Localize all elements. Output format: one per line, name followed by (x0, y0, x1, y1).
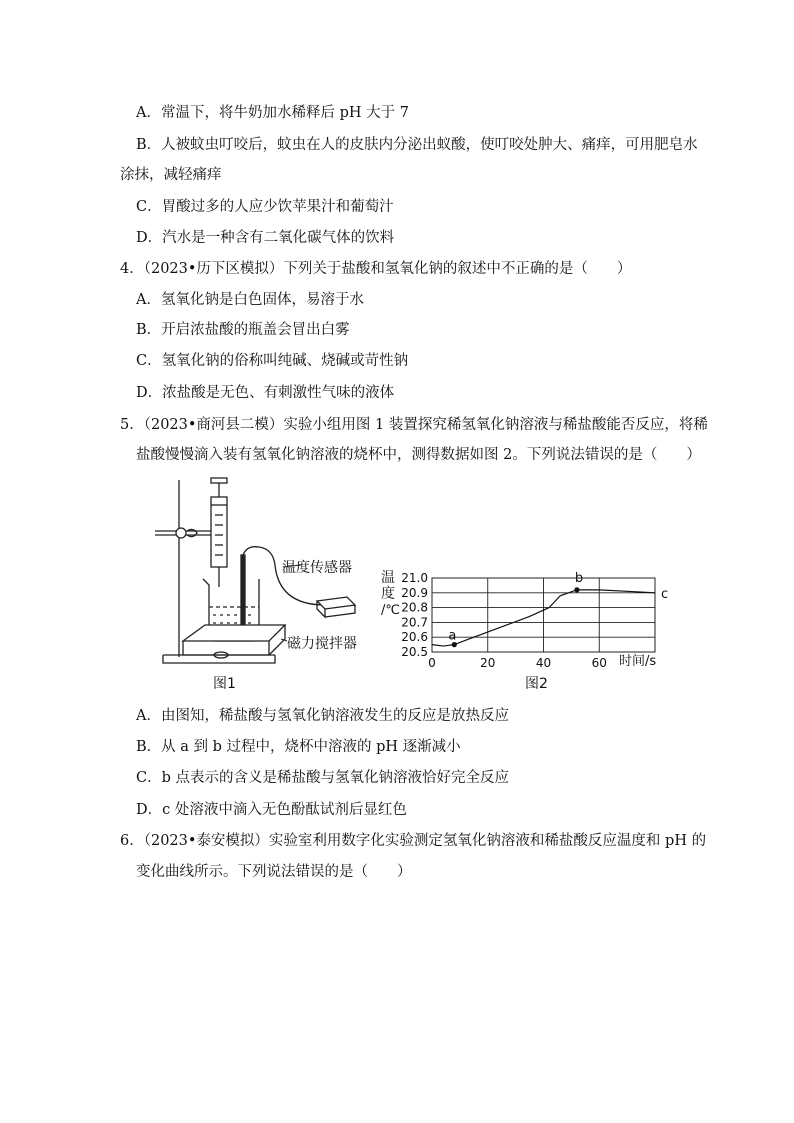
point-b (574, 587, 579, 592)
figure-1-apparatus (155, 475, 375, 693)
q3-option-c: C．胃酸过多的人应少饮苹果汁和葡萄汁 (136, 199, 394, 215)
point-label-a: a (448, 628, 457, 644)
q3-option-b-line2: 涂抹，减轻痛痒 (120, 167, 222, 183)
q5-option-d: D．c 处溶液中滴入无色酚酞试剂后显红色 (136, 802, 407, 818)
y-tick-label: 20.5 (401, 645, 428, 659)
fig1-caption: 图1 (213, 676, 236, 692)
q4-option-c: C．氢氧化钠的俗称叫纯碱、烧碱或苛性钠 (136, 353, 409, 369)
q5-option-a: A．由图知，稀盐酸与氢氧化钠溶液发生的反应是放热反应 (136, 708, 509, 724)
sensor-box (317, 597, 355, 609)
x-tick-label: 40 (535, 656, 552, 670)
q3-option-a: A．常温下，将牛奶加水稀释后 pH 大于 7 (136, 105, 409, 121)
q5-stem-line2: 盐酸慢慢滴入装有氢氧化钠溶液的烧杯中，测得数据如图 2。下列说法错误的是（ ） (136, 447, 701, 463)
q3-option-d: D．汽水是一种含有二氧化碳气体的饮料 (136, 230, 395, 246)
stand-base (163, 655, 275, 663)
y-tick-label: 21.0 (401, 571, 428, 585)
x-tick-label: 0 (428, 656, 436, 670)
chart-ylabel-1: 温 (381, 570, 395, 586)
chart-xlabel: 时间/s (619, 654, 657, 669)
q6-stem-line2: 变化曲线所示。下列说法错误的是（ ） (136, 864, 412, 880)
q4-stem: 4．（2023•历下区模拟）下列关于盐酸和氢氧化钠的叙述中不正确的是（ ） (120, 261, 632, 277)
x-tick-label: 60 (591, 656, 607, 670)
q5-stem-line1: 5．（2023•商河县二模）实验小组用图 1 装置探究稀氢氧化钠溶液与稀盐酸能否反应，将稀 (120, 417, 708, 433)
y-tick-label: 20.9 (401, 585, 428, 600)
q4-option-d: D．浓盐酸是无色、有刺激性气味的液体 (136, 385, 395, 401)
chart-ylabel-2: 度 (381, 586, 395, 602)
point-label-c: c (661, 586, 669, 602)
temperature-probe (241, 555, 245, 633)
clamp-knob-icon (176, 528, 186, 538)
fig1-sensor-label: 温度传感器 (282, 560, 352, 576)
y-tick-label: 20.7 (401, 615, 428, 630)
point-label-b: b (574, 570, 584, 586)
q4-option-b: B．开启浓盐酸的瓶盖会冒出白雾 (136, 322, 350, 338)
syringe-barrel (211, 497, 227, 567)
chart-ylabel-3: /℃ (381, 603, 400, 618)
fig1-stirrer-label: 磁力搅拌器 (287, 636, 357, 652)
y-tick-label: 20.6 (401, 630, 428, 645)
x-tick-label: 20 (480, 656, 496, 670)
y-tick-label: 20.8 (401, 600, 428, 615)
q5-option-c: C．b 点表示的含义是稀盐酸与氢氧化钠溶液恰好完全反应 (136, 770, 509, 786)
q4-option-a: A．氢氧化钠是白色固体，易溶于水 (136, 292, 364, 308)
q3-option-b-line1: B．人被蚊虫叮咬后，蚊虫在人的皮肤内分泌出蚁酸，使叮咬处肿大、痛痒，可用肥皂水 (136, 137, 698, 153)
fig2-caption: 图2 (525, 676, 548, 692)
q5-option-b: B．从 a 到 b 过程中，烧杯中溶液的 pH 逐渐减小 (136, 739, 461, 755)
q6-stem-line1: 6．（2023•泰安模拟）实验室利用数字化实验测定氢氧化钠溶液和稀盐酸反应温度和 pH 的 (120, 833, 707, 849)
magnetic-stirrer (183, 625, 285, 641)
